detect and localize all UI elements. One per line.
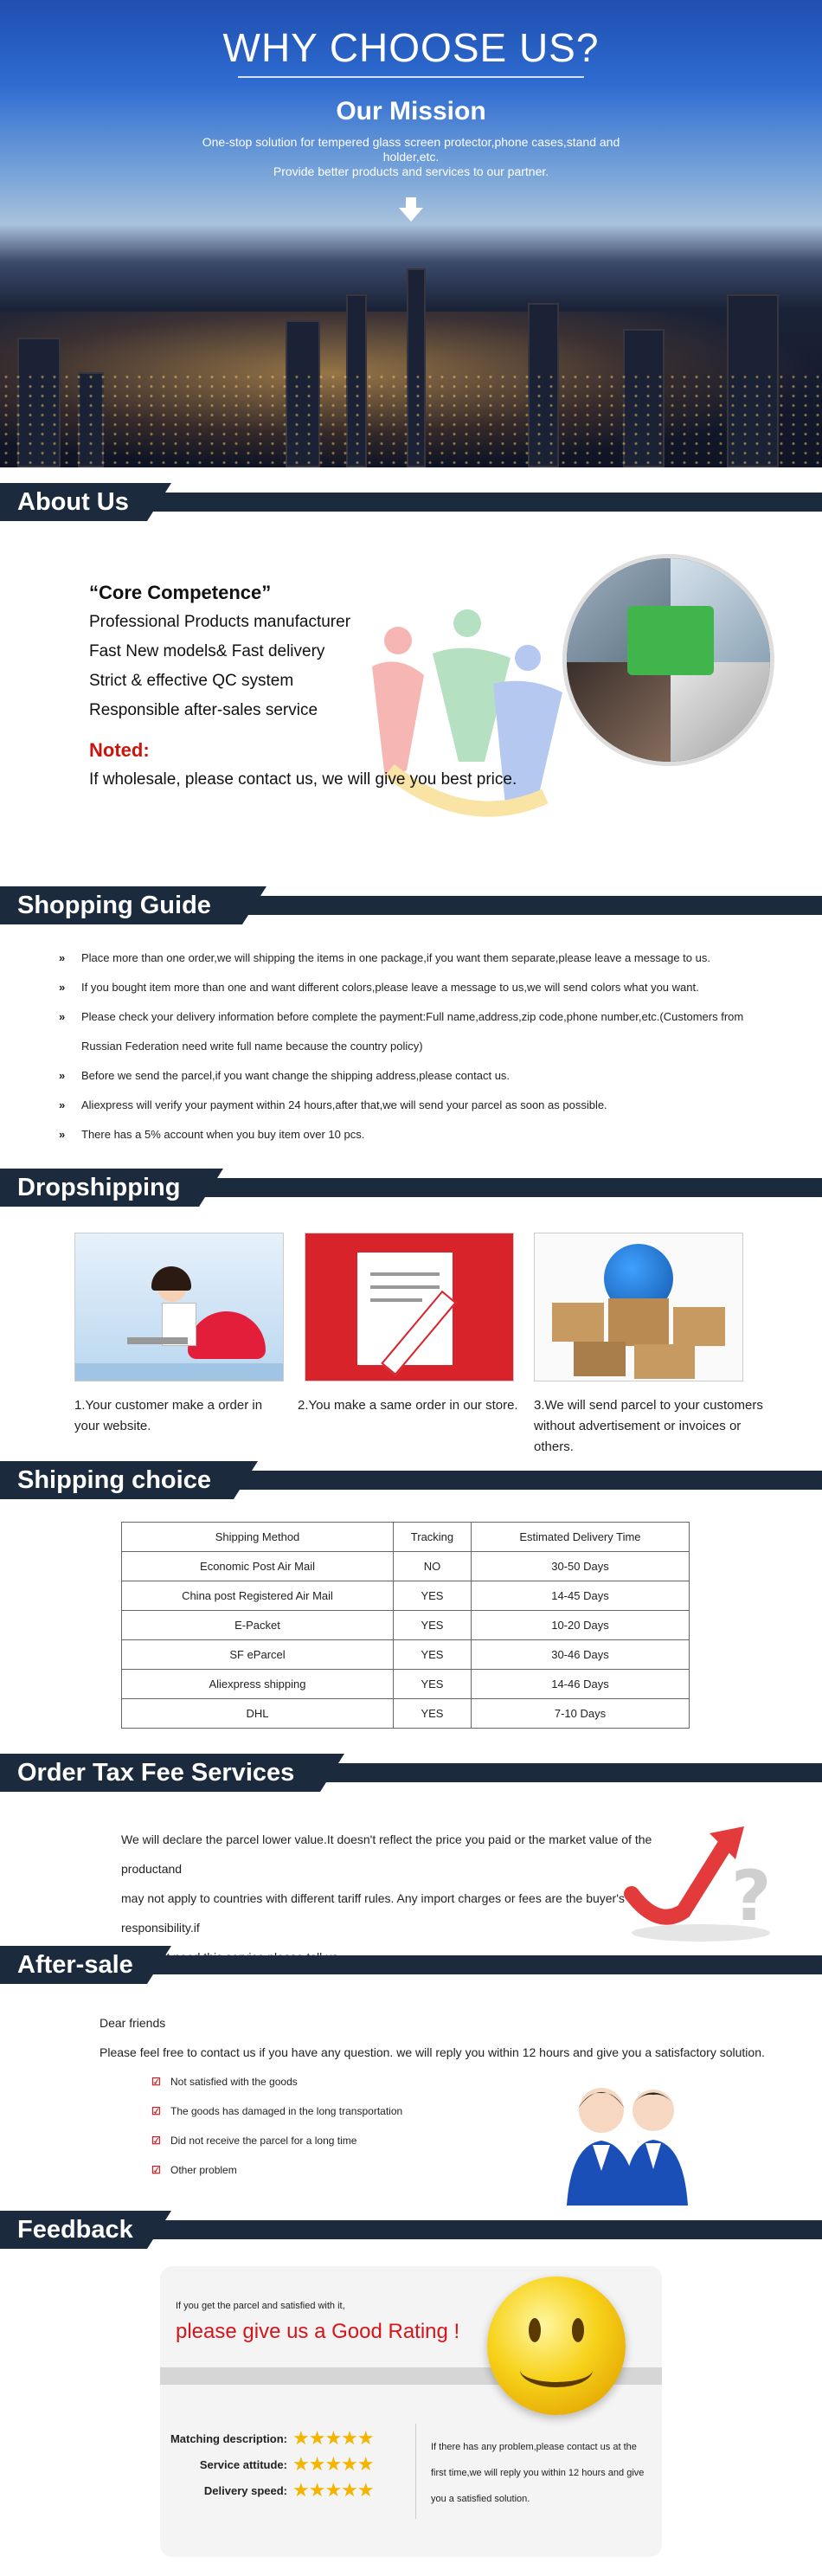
dropship-step-1: 1.Your customer make a order in your website. — [74, 1398, 263, 1433]
competence-item: Responsible after-sales service — [89, 701, 318, 719]
star-rating-icon: ★★★★★ — [292, 2427, 374, 2449]
list-item: » Please check your delivery information before complete the payment:Full name,address,zip code,phone number,etc.(Customers from — [59, 1002, 743, 1032]
price-question-icon — [623, 1816, 779, 1946]
star-rating-icon: ★★★★★ — [292, 2453, 374, 2475]
list-item: » If you bought item more than one and want different colors,please leave a message to us,we will send colors what you want. — [59, 973, 743, 1002]
list-item: ☑ Did not receive the parcel for a long time — [100, 2126, 765, 2155]
section-title: Feedback — [0, 2211, 147, 2249]
title-underline — [238, 76, 584, 78]
double-chevron-icon: » — [59, 981, 66, 994]
section-title: About Us — [0, 483, 147, 521]
rating-label-delivery: Delivery speed: — [203, 2484, 287, 2497]
section-title: Shipping choice — [0, 1461, 234, 1499]
list-item: » Aliexpress will verify your payment within 24 hours,after that,we will send your parcel as soon as possible. — [59, 1091, 743, 1120]
section-header-after-sale — [0, 1946, 822, 1984]
section-header-shipping — [0, 1461, 822, 1499]
section-title: After-sale — [0, 1946, 147, 1984]
star-rating-icon: ★★★★★ — [292, 2479, 374, 2501]
mission-line: One-stop solution for tempered glass screen protector,phone cases,stand and holder,etc. — [202, 135, 620, 164]
dropship-step-3: 3.We will send parcel to your customers without advertisement or invoices or others. — [534, 1398, 763, 1454]
core-competence-title: “Core Competence” — [89, 582, 272, 603]
arrow-down-icon — [399, 197, 423, 222]
check-icon: ☑ — [151, 2076, 161, 2088]
noted-text: If wholesale, please contact us, we will give you best price. — [89, 770, 517, 789]
parcels-illustration — [534, 1233, 743, 1381]
city-lights — [0, 372, 822, 467]
customer-illustration — [74, 1233, 284, 1381]
table-row: E-Packet YES 10-20 Days — [122, 1611, 690, 1640]
table-row: Aliexpress shipping YES 14-46 Days — [122, 1670, 690, 1699]
smiley-icon — [487, 2277, 626, 2415]
check-icon: ☑ — [151, 2135, 161, 2147]
divider — [415, 2424, 416, 2519]
list-item: » There has a 5% account when you buy item over 10 pcs. — [59, 1120, 743, 1150]
section-header-about — [0, 483, 822, 521]
support-agents-icon — [562, 2076, 692, 2214]
competence-item: Professional Products manufacturer — [89, 613, 351, 631]
section-header-guide — [0, 886, 822, 924]
rating-label-service: Service attitude: — [199, 2458, 287, 2471]
mission-line: Provide better products and services to our partner. — [273, 164, 549, 178]
table-row: DHL YES 7-10 Days — [122, 1699, 690, 1729]
shopping-guide-list — [59, 943, 743, 1150]
table-row: Economic Post Air Mail NO 30-50 Days — [122, 1552, 690, 1581]
section-title: Shopping Guide — [0, 886, 242, 924]
factory-photo-circle — [562, 554, 774, 766]
list-item: ☑ The goods has damaged in the long transportation — [100, 2096, 765, 2126]
after-sale-intro: Please feel free to contact us if you have any question. we will reply you within 12 hours and give you a satisfactory solution. — [100, 2045, 765, 2059]
svg-text:?: ? — [731, 1856, 772, 1936]
hero-banner — [0, 0, 822, 467]
dropship-step-2: 2.You make a same order in our store. — [298, 1398, 518, 1413]
double-chevron-icon: » — [59, 1069, 66, 1082]
about-text — [89, 578, 517, 795]
double-chevron-icon: » — [59, 1128, 66, 1141]
list-item: » Before we send the parcel,if you want change the shipping address,please contact us. — [59, 1061, 743, 1091]
page-title: WHY CHOOSE US? — [222, 25, 600, 70]
list-item: ☑ Not satisfied with the goods — [100, 2067, 765, 2096]
section-title: Dropshipping — [0, 1169, 199, 1207]
section-title: Order Tax Fee Services — [0, 1754, 320, 1792]
list-item: Russian Federation need write full name because the country policy) — [81, 1040, 423, 1053]
competence-item: Fast New models& Fast delivery — [89, 642, 325, 660]
check-icon: ☑ — [151, 2105, 161, 2117]
mission-title: Our Mission — [336, 97, 486, 126]
table-row: SF eParcel YES 30-46 Days — [122, 1640, 690, 1670]
competence-item: Strict & effective QC system — [89, 672, 294, 690]
table-row: China post Registered Air Mail YES 14-45 Days — [122, 1581, 690, 1611]
table-header-row: Shipping Method Tracking Estimated Delivery Time — [122, 1523, 690, 1552]
list-item: ☑ Other problem — [100, 2155, 765, 2185]
greeting: Dear friends — [100, 2016, 166, 2030]
order-illustration — [305, 1233, 514, 1381]
double-chevron-icon: » — [59, 951, 66, 964]
noted-label: Noted: — [89, 739, 150, 761]
feedback-contact-text: If there has any problem,please contact us at the first time,we will reply you within 12 hours and give you a satisfied solution. — [431, 2442, 645, 2504]
section-header-dropshipping — [0, 1169, 822, 1207]
feedback-small-text: If you get the parcel and satisfied with it, — [176, 2301, 345, 2311]
check-icon: ☑ — [151, 2164, 161, 2176]
section-header-feedback — [0, 2211, 822, 2249]
rating-label-matching: Matching description: — [170, 2432, 287, 2445]
section-header-tax — [0, 1754, 822, 1792]
tax-text: We will declare the parcel lower value.It doesn't reflect the price you paid or the market value of the productand may not apply to countries with different tariff rules. Any import charges or fees are the buyer's responsibility.if — [121, 1832, 652, 1935]
double-chevron-icon: » — [59, 1010, 66, 1023]
list-item: » Place more than one order,we will shipping the items in one package,if you want them separate,please leave a message to us. — [59, 943, 743, 973]
shipping-table — [121, 1522, 690, 1729]
mission-text — [195, 135, 627, 179]
double-chevron-icon: » — [59, 1098, 66, 1111]
feedback-rating-call: please give us a Good Rating ! — [176, 2320, 460, 2343]
